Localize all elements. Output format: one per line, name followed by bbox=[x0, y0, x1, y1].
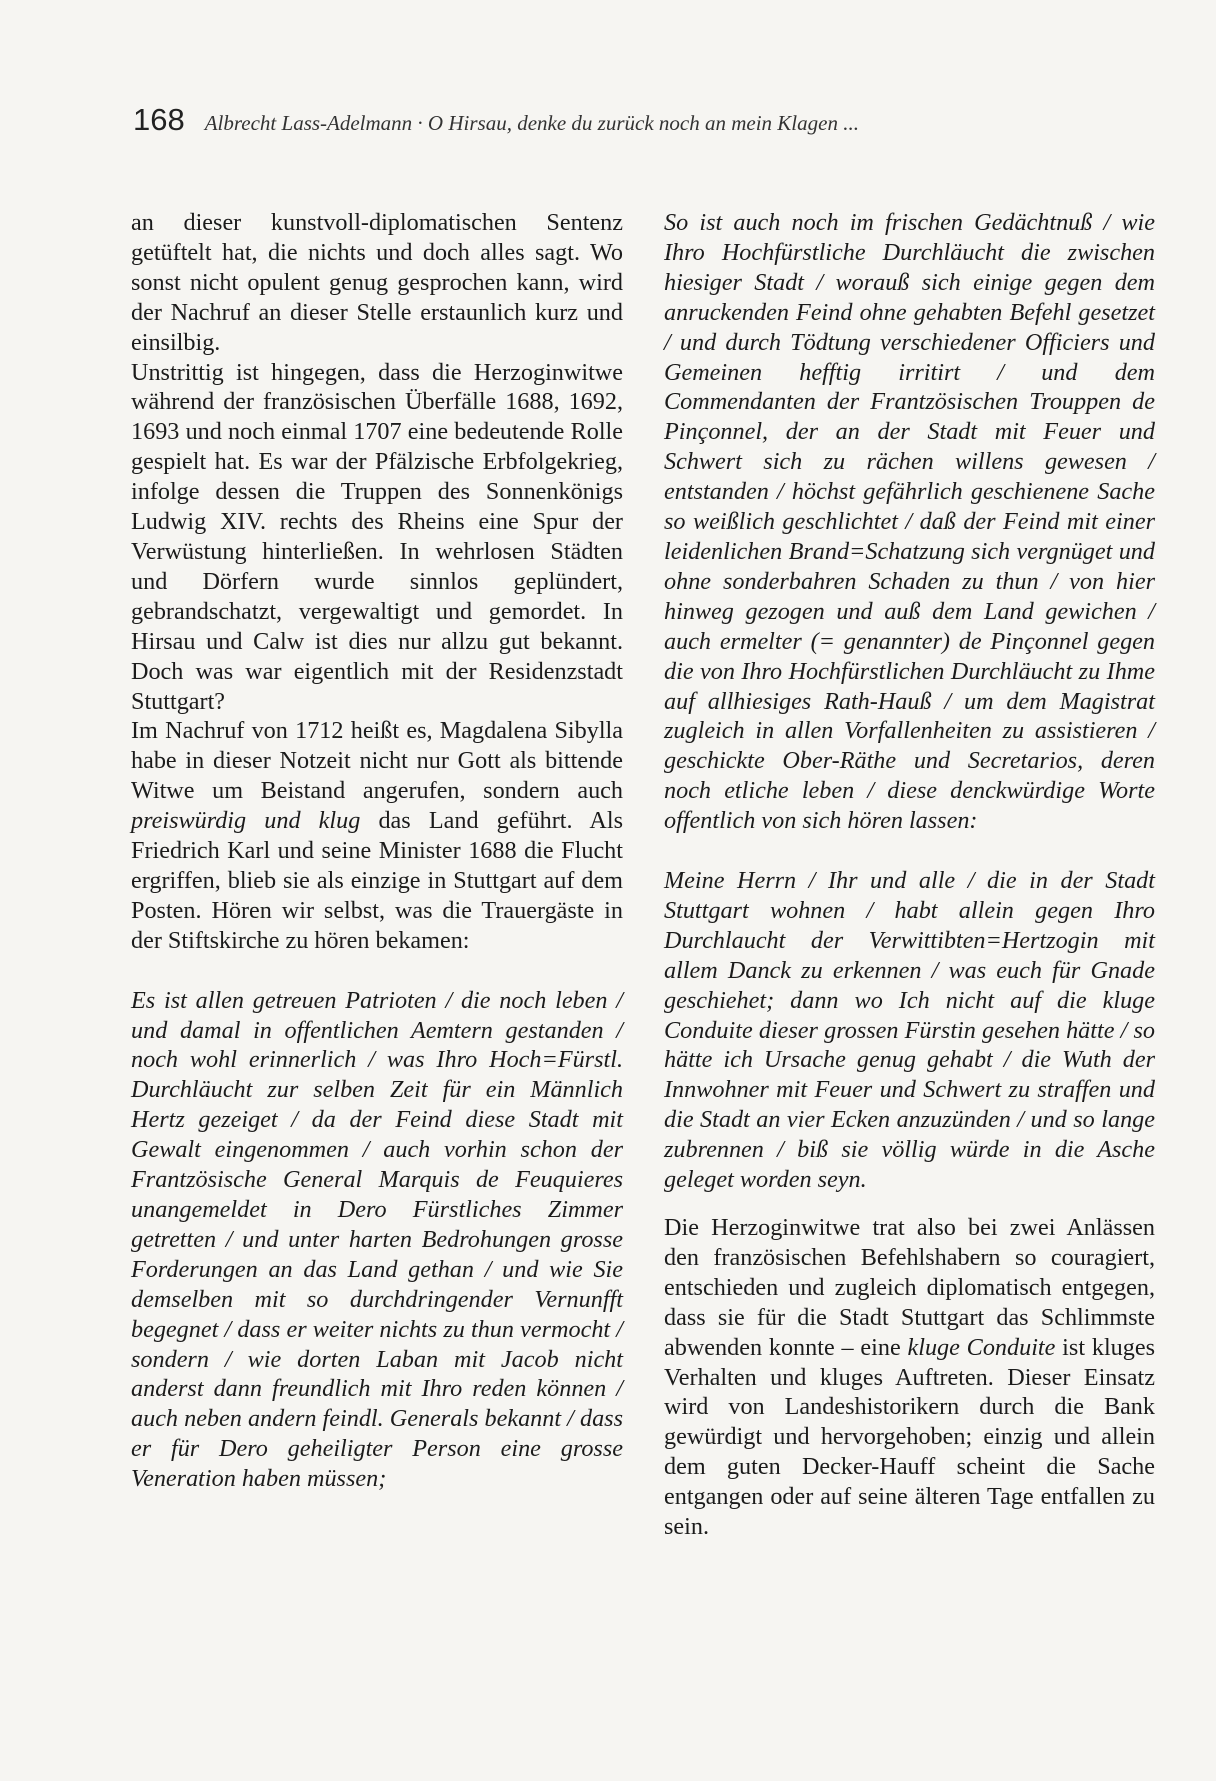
left-column bbox=[131, 208, 623, 1494]
running-head: Albrecht Lass-Adelmann · O Hirsau, denke du zurück noch an mein Klagen ... bbox=[204, 111, 859, 135]
right-column bbox=[664, 208, 1155, 1542]
page-header bbox=[133, 102, 1033, 138]
block-quote: Meine Herrn / Ihr und alle / die in der Stadt Stuttgart wohnen / habt allein gegen Ihro Durchlaucht der Verwittibten=Hertzogin mit allem Danck zu erkennen / was euch für Gnade geschiehet; dann wo Ich nicht auf die kluge Conduite dieser grossen Fürstin gesehen hätte / so hätte ich Ursache genug gehabt / die Wuth der Innwohner mit Feuer und Schwert zu straffen und die Stadt an vier Ecken anzuzünden / und so lange zubrennen / biß sie völlig würde in die Asche geleget worden seyn. bbox=[664, 867, 1155, 1194]
paragraph-text: Die Herzoginwitwe trat also bei zwei Anlässen den französischen Befehlshabern so couragiert, entschieden und zugleich diplomatisch entgegen, dass sie für die Stadt Stuttgart das Schlimmste abwenden konnte – eine bbox=[664, 1214, 1155, 1361]
block-quote: So ist auch noch im frischen Gedächtnuß / wie Ihro Hochfürstliche Durchläucht die zwischen hiesiger Stadt / worauß sich einige gegen dem anruckenden Feind ohne gehabten Befehl gesetzet / und durch Tödtung verschiedener Officiers und Gemeinen hefftig irritirt / und dem Commendanten der Frantzösischen Trouppen de Pinçonnel, der an der Stadt mit Feuer und Schwert sich zu rächen willens gewesen / entstanden / höchst gefährlich geschienene Sache so weißlich geschlichtet / daß der Feind mit einer leidenlichen Brand=Schatzung sich vergnüget und ohne sonderbahren Schaden zu thun / von hier hinweg gezogen und auß dem Land gewichen / auch ermelter (= genannter) de Pinçonnel gegen die von Ihro Hochfürstlichen Durchläucht zu Ihme auf allhiesiges Rath-Hauß / um dem Magistrat zugleich in allen Vorfallenheiten zu assistieren / geschickte Ober-Räthe und Secretarios, deren noch etliche leben / diese denckwürdige Worte offentlich von sich hören lassen: bbox=[664, 209, 1155, 835]
emphasis-text: kluge Conduite bbox=[907, 1333, 1056, 1361]
emphasis-text: preiswürdig und klug bbox=[131, 807, 361, 835]
paragraph: Unstrittig ist hingegen, dass die Herzoginwitwe während der französischen Überfälle 1688, 1692, 1693 und noch einmal 1707 eine bedeutende Rolle gespielt hat. Es war der Pfälzische Erbfolgekrieg, infolge dessen die Truppen des Sonnenkönigs Ludwig XIV. rechts des Rheins eine Spur der Verwüstung hinterließen. In wehrlosen Städten und Dörfern wurde sinnlos geplündert, gebrandschatzt, vergewaltigt und gemordet. In Hirsau und Calw ist dies nur allzu gut bekannt. Doch was war eigentlich mit der Residenzstadt Stuttgart? bbox=[131, 358, 623, 715]
spacer bbox=[664, 1195, 1155, 1213]
paragraph bbox=[131, 716, 623, 955]
spacer bbox=[664, 836, 1155, 866]
paragraph-text: Im Nachruf von 1712 heißt es, Magdalena Sibylla habe in dieser Notzeit nicht nur Gott als bittende Witwe um Beistand angerufen, sondern auch bbox=[131, 717, 623, 805]
paragraph-text: ist kluges Verhalten und kluges Auftreten. Dieser Einsatz wird von Landeshistorikern durch die Bank gewürdigt und hervorgehoben; einzig und allein dem guten Decker-Hauff scheint die Sache entgangen oder auf seine älteren Tage entfallen zu sein. bbox=[664, 1333, 1155, 1541]
paragraph bbox=[664, 1213, 1155, 1542]
spacer bbox=[131, 956, 623, 986]
block-quote: Es ist allen getreuen Patrioten / die noch leben / und damal in offentlichen Aemtern gestanden / noch wohl erinnerlich / was Ihro Hoch=Fürstl. Durchläucht zur selben Zeit für ein Männlich Hertz gezeiget / da der Feind diese Stadt mit Gewalt eingenommen / auch vorhin schon der Frantzösische General Marquis de Feuquieres unangemeldet in Dero Fürstliches Zimmer getretten / und unter harten Bedrohungen grosse Forderungen an das Land gethan / und wie Sie demselben mit so durchdringender Vernunfft begegnet / dass er weiter nichts zu thun vermocht / sondern / wie dorten Laban mit Jacob nicht anderst dann freundlich mit Ihro reden können / auch neben andern feindl. Generals bekannt / dass er für Dero geheiligter Person eine grosse Veneration haben müssen; bbox=[131, 986, 623, 1493]
page-number: 168 bbox=[133, 102, 185, 137]
paragraph-text: das Land geführt. Als Friedrich Karl und seine Minister 1688 die Flucht ergriffen, blieb sie als einzige in Stuttgart auf dem Posten. Hören wir selbst, was die Trauergäste in der Stiftskirche zu hören bekamen: bbox=[131, 807, 623, 954]
paragraph: an dieser kunstvoll-diplomatischen Sentenz getüftelt hat, die nichts und doch alles sagt. Wo sonst nicht opulent genug gesprochen kann, wird der Nachruf an dieser Stelle erstaunlich kurz und einsilbig. bbox=[131, 209, 623, 356]
